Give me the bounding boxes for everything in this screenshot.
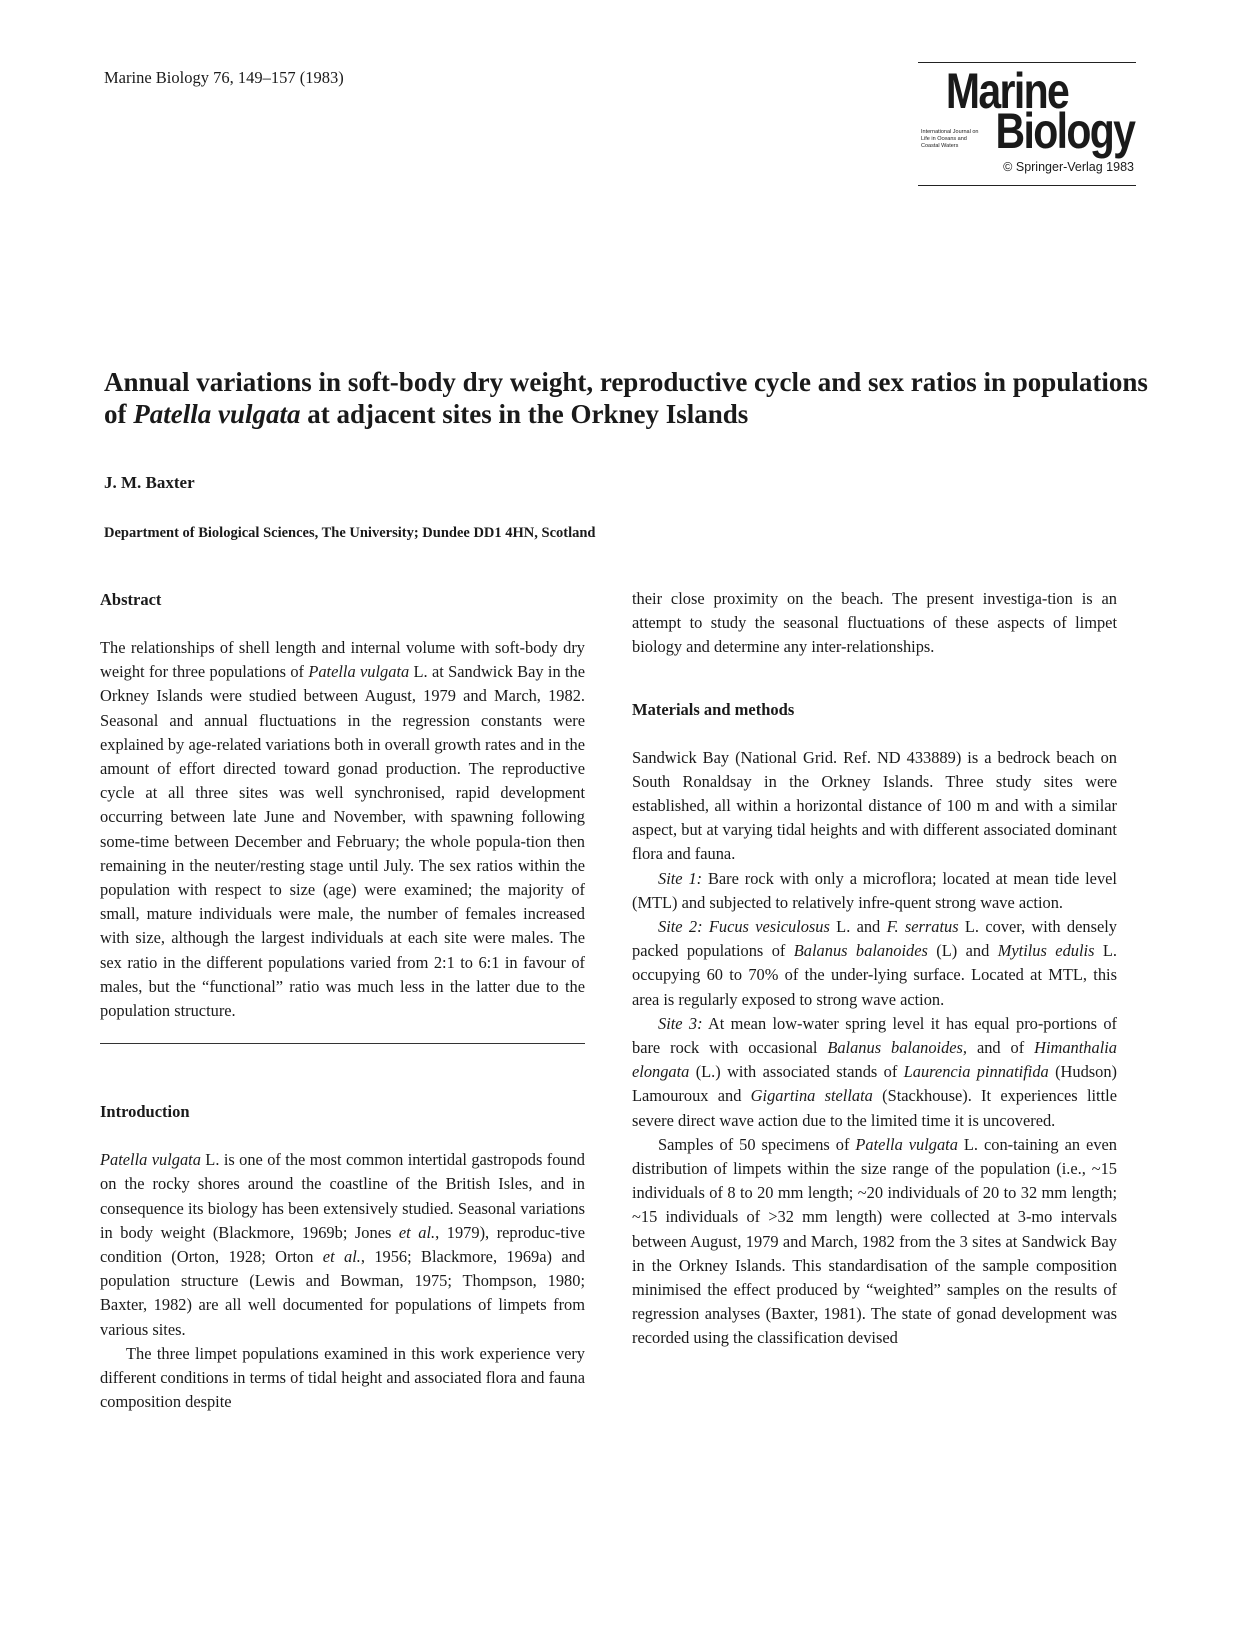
left-column <box>100 588 585 1414</box>
methods-site-3: Site 3: At mean low-water spring level it has equal pro-portions of bare rock with occasional Balanus balanoides, and of Himanthalia elongata (L.) with associated stands of Laurencia pinnatifida (Hudson) Lamouroux and Gigartina stellata (Stackhouse). It experiences little severe direct wave action due to the limited time it is uncovered. <box>632 1013 1118 1130</box>
title-species: Patella vulgata <box>133 399 301 429</box>
methods-site-2: Site 2: Fucus vesiculosus L. and F. serratus L. cover, with densely packed populations of Balanus balanoides (L) and Mytilus edulis L. occupying 60 to 70% of the under-lying surface. Located at MTL, this area is regularly exposed to strong wave action. <box>632 917 1117 1009</box>
introduction-paragraph-2: The three limpet populations examined in this work experience very different conditions in terms of tidal height and associated flora and fauna composition despite <box>100 1343 585 1412</box>
author-affiliation: Department of Biological Sciences, The University; Dundee DD1 4HN, Scotland <box>104 525 596 541</box>
logo-bottom-rule <box>918 185 1136 186</box>
author-name: J. M. Baxter <box>104 473 195 492</box>
introduction-paragraph-1: Patella vulgata L. is one of the most common intertidal gastropods found on the rocky shores around the coastline of the British Isles, and in consequence its biology has been extensively studied. Seasonal variations in body weight (Blackmore, 1969b; Jones et al., 1979), reproduc-tive condition (Orton, 1928; Orton et al., 1956; Blackmore, 1969a) and population structure (Lewis and Bowman, 1975; Thompson, 1980; Baxter, 1982) are all well documented for populations of limpets from various sites. <box>100 1150 585 1339</box>
abstract-heading: Abstract <box>100 590 162 609</box>
logo-word-biology: Biology <box>995 103 1134 159</box>
abstract-text: The relationships of shell length and internal volume with soft-body dry weight for three populations of Patella vulgata L. at Sandwick Bay in the Orkney Islands were studied between August, 1979 and March, 1982. Seasonal and annual fluctuations in the regression constants were explained by age-related variations both in overall growth rates and in the amount of effort directed toward gonad production. The reproductive cycle at all three sites was well synchronised, rapid development occurring between late June and November, with spawning following some-time between December and February; the whole popula-tion then remaining in the neuter/resting stage until July. The sex ratios within the population with respect to size (age) were examined; the majority of small, mature individuals were male, the number of females increased with size, although the largest individuals at each site were males. The sex ratio in the different populations varied from 2:1 to 6:1 in favour of males, but the “functional” ratio was much less in the latter due to the population structure. <box>100 638 586 1021</box>
journal-logo <box>918 58 1136 188</box>
right-column <box>632 587 1117 1351</box>
logo-subtitle: International Journal on Life in Oceans and Coastal Waters <box>921 129 979 149</box>
journal-citation: Marine Biology 76, 149–157 (1983) <box>104 68 344 87</box>
introduction-heading: Introduction <box>100 1102 190 1122</box>
logo-word-marine: Marine <box>945 63 1068 119</box>
copyright-notice: © Springer-Verlag 1983 <box>1003 160 1134 174</box>
methods-heading: Materials and methods <box>632 699 795 719</box>
methods-samples-paragraph: Samples of 50 specimens of Patella vulgata L. con-taining an even distribution of limpets within the size range of the population (i.e., ~15 individuals of 8 to 20 mm length; ~20 individuals of 20 to 32 mm length; ~15 individuals of >32 mm length) were collected at 3-mo intervals between August, 1979 and March, 1982 from the 3 sites at Sandwick Bay in the Orkney Islands. This standardisation of the sample composition minimised the effect produced by “weighted” samples on the results of regression analyses (Baxter, 1981). The state of gonad development was recorded using the classification devised <box>632 1134 1117 1348</box>
introduction-paragraph-2-continued: their close proximity on the beach. The present investiga-tion is an attempt to study the seasonal fluctuations of these aspects of limpet biology and determine any inter-relationships. <box>632 589 1117 657</box>
article-title: Annual variations in soft-body dry weight, reproductive cycle and sex ratios in populations of Patella vulgata at adjacent sites in the Orkney Islands <box>104 367 1148 429</box>
methods-site-1: Site 1: Bare rock with only a microflora; located at mean tide level (MTL) and subjected to relatively infre-quent strong wave action. <box>632 868 1117 912</box>
abstract-divider <box>100 1043 585 1044</box>
methods-paragraph-study-area: Sandwick Bay (National Grid. Ref. ND 433889) is a bedrock beach on South Ronaldsay in the Orkney Islands. Three study sites were established, all within a horizontal distance of 100 m and with a similar aspect, but at varying tidal heights and with different associated dominant flora and fauna. <box>632 747 1117 864</box>
